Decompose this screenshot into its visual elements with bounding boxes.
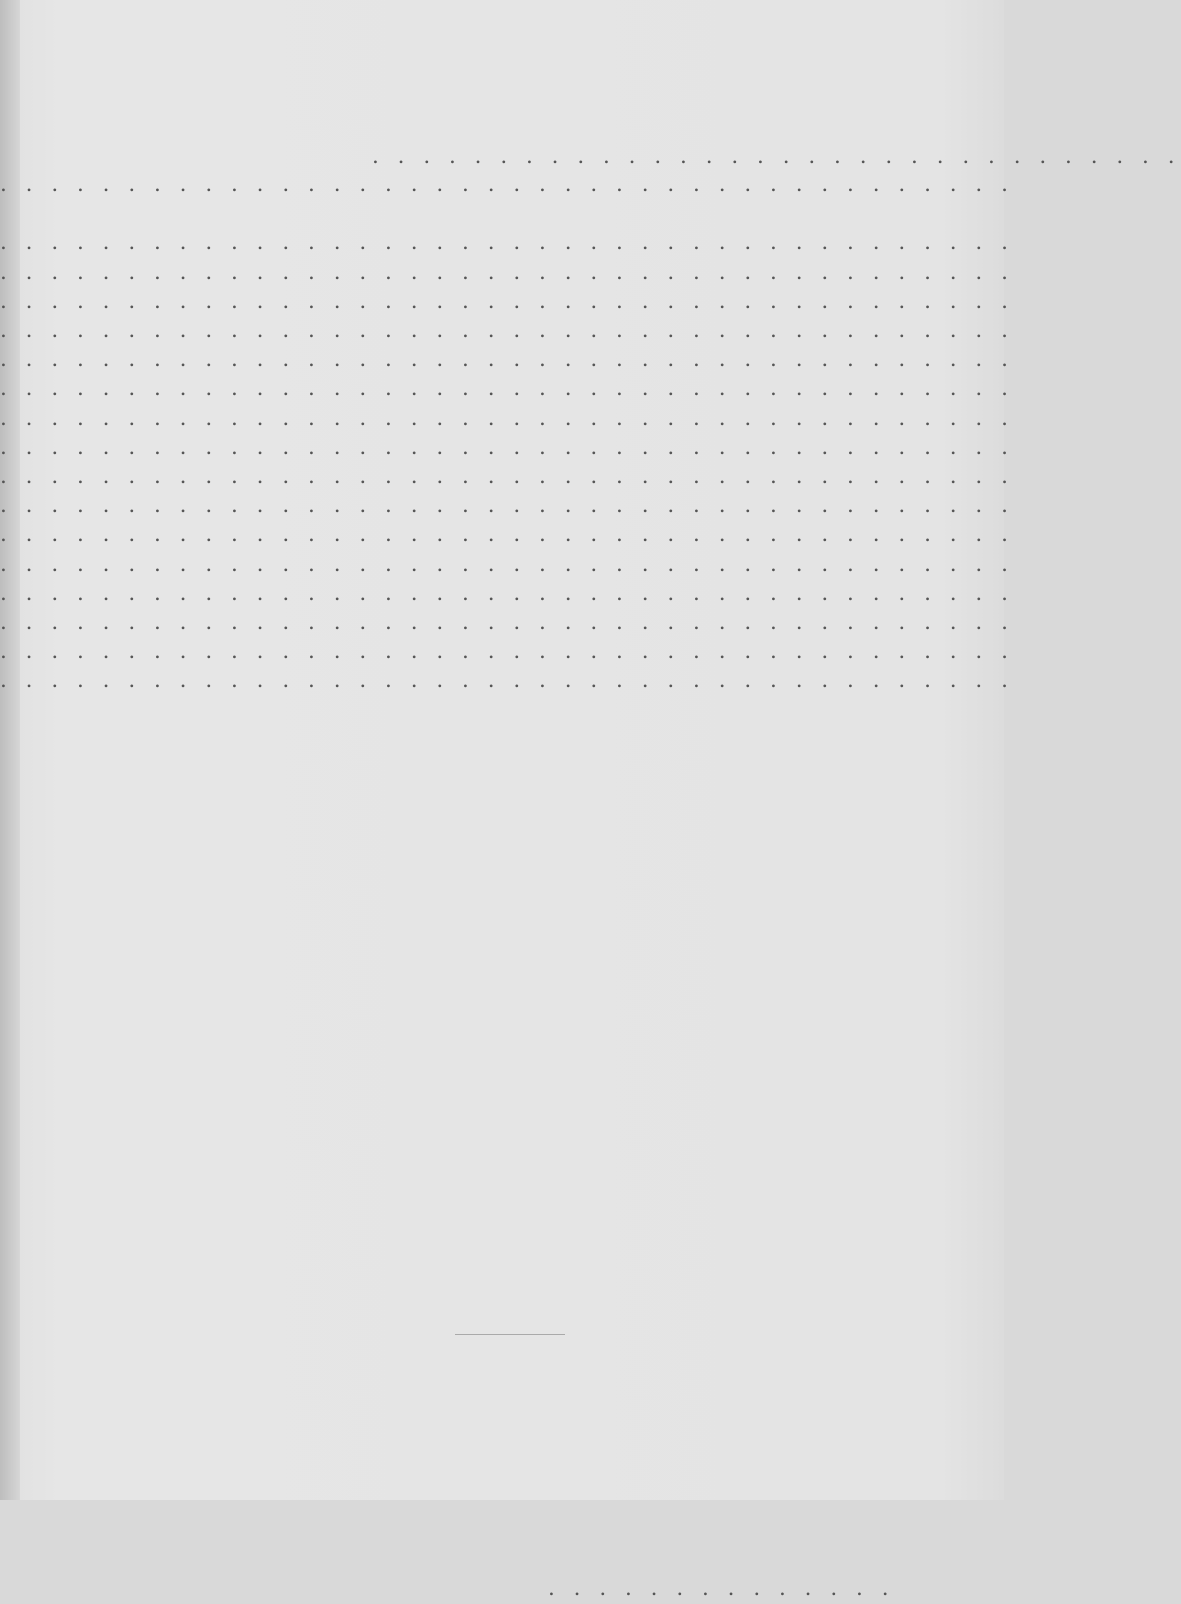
toc-entry	[0, 287, 1014, 317]
toc-entry-final	[0, 1574, 1004, 1604]
toc-leader-dots: . . . . . . . . . . . . . .	[548, 1576, 895, 1601]
page-number-header	[0, 82, 1004, 107]
toc-entry	[0, 608, 1014, 638]
toc-entry	[0, 404, 1014, 434]
toc-entry	[0, 433, 1014, 463]
toc-entry	[0, 520, 1014, 550]
toc-leader-dots: . . . . . . . . . . . . . . . . . . . . . . . . . . . . . . . . . . . . . . . .	[0, 580, 1014, 606]
toc-leader-dots: . . . . . . . . . . . . . . . . . . . . . . . . . . . . . . . . . . . . . . . .	[0, 172, 1014, 197]
toc-leader-dots: . . . . . . . . . . . . . . . . . . . . . . . . . . . . . . . . . . . . . . . .	[0, 464, 1014, 489]
toc-leader-dots: . . . . . . . . . . . . . . . . . . . . . . . . . . . . . . . . . . . . . . . .	[0, 639, 1014, 665]
toc-entry	[0, 579, 1014, 609]
toc-leader-dots: . . . . . . . . . . . . . . . . . . . . . . . . . . . . . . . . . . . . . . . .	[0, 493, 1014, 519]
toc-leader-dots: . . . . . . . . . . . . . . . . . . . . . . . . . . . . . . . . . . . . . . . .	[0, 668, 1014, 694]
toc-leader-dots: . . . . . . . . . . . . . . . . . . . . . . . . . . . . . . . . . . . . . . . .	[0, 551, 1014, 577]
toc-leader-dots: . . . . . . . . . . . . . . . . . . . . . . . . . . . . . . . . . . . . . . . .	[0, 522, 1014, 548]
toc-entry-intro	[0, 142, 1181, 172]
toc-leader-dots: . . . . . . . . . . . . . . . . . . . . . . . . . . . . . . . . . . . . . . . .	[0, 405, 1014, 431]
toc-entry	[0, 199, 1004, 229]
toc-leader-dots: . . . . . . . . . . . . . . . . . . . . . . . . . . . . . . . . . . . . . . . .	[0, 230, 1014, 256]
toc-leader-dots: . . . . . . . . . . . . . . . . . . . . . . . . . . . . . . . . . . . . . . . .	[0, 259, 1014, 285]
toc-leader-dots: . . . . . . . . . . . . . . . . . . . . . . . . . . . . . . . . . . . . . . . .	[0, 376, 1014, 402]
toc-entry	[0, 345, 1014, 375]
toc-entry	[0, 637, 1014, 667]
toc-entry	[0, 374, 1014, 404]
toc-leader-dots: . . . . . . . . . . . . . . . . . . . . . . . . . . . . . . . . . . . . . . . .	[0, 434, 1014, 460]
toc-entry	[0, 462, 1014, 492]
toc-entry	[0, 258, 1014, 288]
toc-leader-dots: . . . . . . . . . . . . . . . . . . . . . . . . . . . . . . . . . . . . . . . .	[0, 347, 1014, 373]
toc-leader-dots: . . . . . . . . . . . . . . . . . . . . . . . . . . . . . . . .	[372, 144, 1181, 169]
toc-entry	[0, 666, 1014, 696]
toc-entry	[0, 170, 1014, 200]
toc-leader-dots: . . . . . . . . . . . . . . . . . . . . . . . . . . . . . . . . . . . . . . . .	[0, 610, 1014, 635]
toc-entry	[0, 228, 1014, 258]
bottom-divider	[455, 1334, 565, 1335]
toc-entry	[0, 316, 1014, 346]
toc-entry	[0, 550, 1014, 580]
toc-leader-dots: . . . . . . . . . . . . . . . . . . . . . . . . . . . . . . . . . . . . . . . .	[0, 318, 1014, 343]
toc-entry	[0, 491, 1014, 521]
toc-leader-dots: . . . . . . . . . . . . . . . . . . . . . . . . . . . . . . . . . . . . . . . .	[0, 288, 1014, 314]
